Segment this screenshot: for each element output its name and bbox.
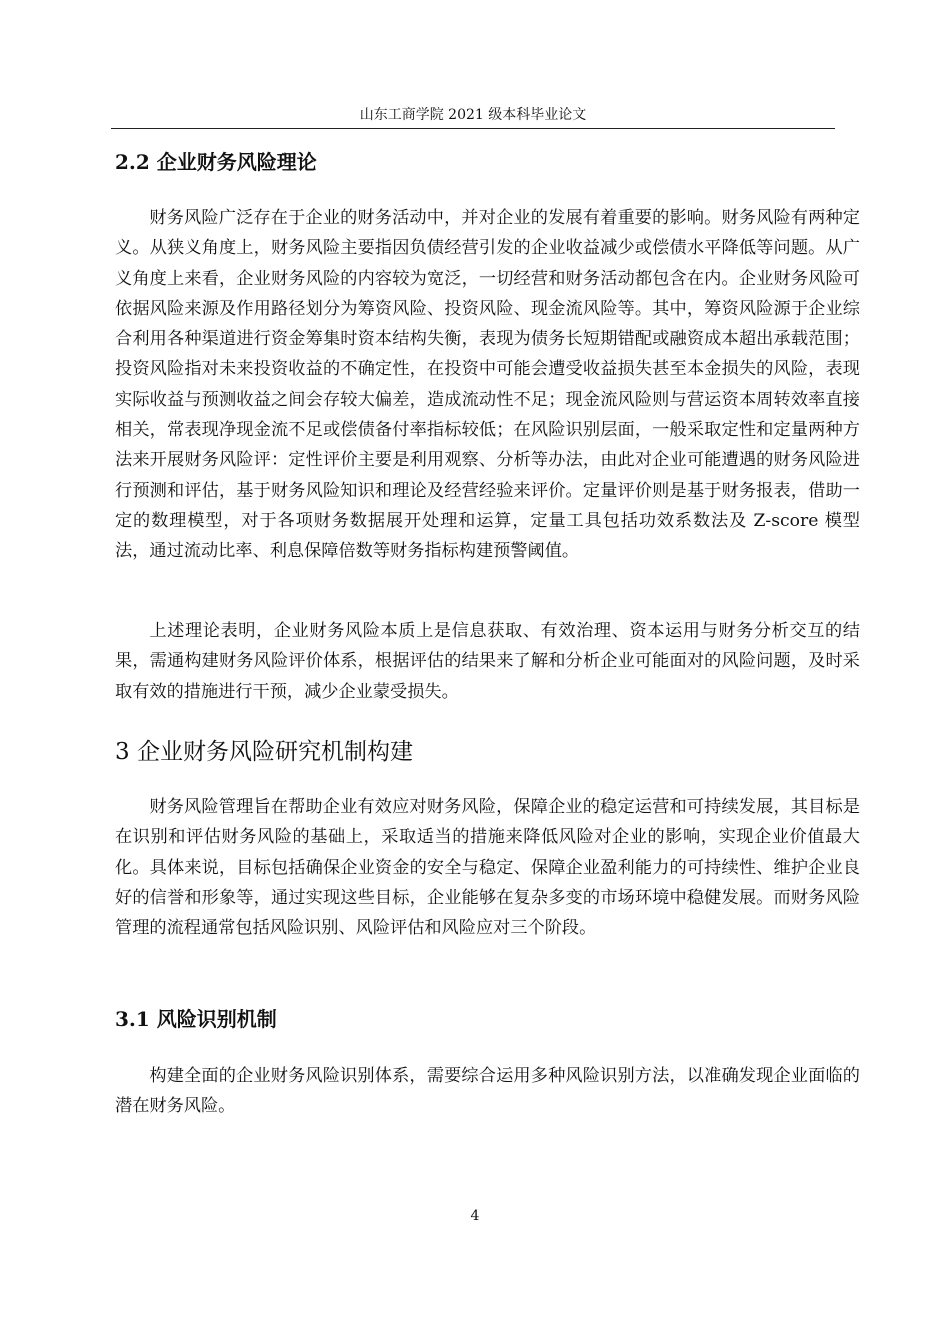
section-2-2-paragraph-2: 上述理论表明，企业财务风险本质上是信息获取、有效治理、资本运用与财务分析交互的结果，需通构建财务风险评价体系，根据评估的结果来了解和分析企业可能面对的风险问题，及时采取有效的措施进行干预，减少企业蒙受损失。 bbox=[115, 621, 860, 702]
page-number: 4 bbox=[470, 1208, 480, 1224]
section-3-paragraph-1: 财务风险管理旨在帮助企业有效应对财务风险，保障企业的稳定运营和可持续发展，其目标是在识别和评估财务风险的基础上，采取适当的措施来降低风险对企业的影响，实现企业价值最大化。具体来说，目标包括确保企业资金的安全与稳定、保障企业盈利能力的可持续性、维护企业良好的信誉和形象等，通过实现这些目标，企业能够在复杂多变的市场环境中稳健发展。而财务风险管理的流程通常包括风险识别、风险评估和风险应对三个阶段。 bbox=[115, 797, 860, 939]
section-2-2-paragraph-1: 财务风险广泛存在于企业的财务活动中，并对企业的发展有着重要的影响。财务风险有两种定义。从狭义角度上，财务风险主要指因负债经营引发的企业收益减少或偿债水平降低等问题。从广义角度上来看，企业财务风险的内容较为宽泛，一切经营和财务活动都包含在内。企业财务风险可依据风险来源及作用路径划分为筹资风险、投资风险、现金流风险等。其中，筹资风险源于企业综合利用各种渠道进行资金筹集时资本结构失衡，表现为债务长短期错配或融资成本超出承载范围；投资风险指对未来投资收益的不确定性，在投资中可能会遭受收益损失甚至本金损失的风险，表现实际收益与预测收益之间会存较大偏差，造成流动性不足；现金流风险则与营运资本周转效率直接相关，常表现净现金流不足或偿债备付率指标较低；在风险识别层面，一般采取定性和定量两种方法来开展财务风险评：定性评价主要是利用观察、分析等办法，由此对企业可能遭遇的财务风险进行预测和评估，基于财务风险知识和理论及经营经验来评价。定量评价则是基于财务报表，借助一定的数理模型，对于各项财务数据展开处理和运算，定量工具包括功效系数法及 Z-score 模型法，通过流动比率、利息保障倍数等财务指标构建预警阈值。 bbox=[115, 208, 860, 562]
header-divider bbox=[111, 128, 835, 129]
running-header: 山东工商学院 2021 级本科毕业论文 bbox=[359, 107, 587, 123]
section-3-1-heading: 3.1 风险识别机制 bbox=[115, 1007, 277, 1031]
section-3-heading: 3 企业财务风险研究机制构建 bbox=[115, 739, 413, 765]
section-2-2-heading: 2.2 企业财务风险理论 bbox=[115, 150, 317, 174]
section-3-1-paragraph-1: 构建全面的企业财务风险识别体系，需要综合运用多种风险识别方法，以准确发现企业面临的潜在财务风险。 bbox=[115, 1066, 860, 1117]
